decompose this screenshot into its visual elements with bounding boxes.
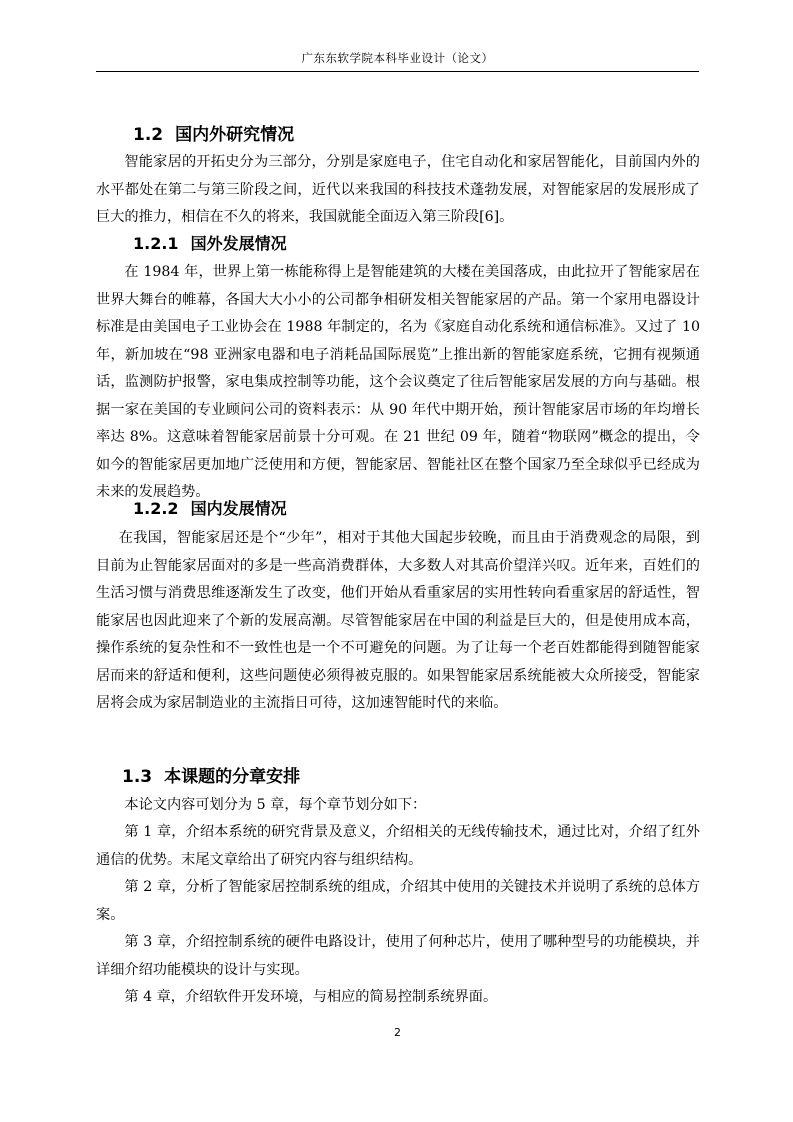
- section-number: 1.2.2: [133, 499, 179, 518]
- section-heading-1-2: [133, 123, 737, 147]
- section-heading-1-3: [122, 765, 726, 789]
- page-number: 2: [394, 1026, 401, 1039]
- paragraph-chapter-1: 第 1 章，介绍本系统的研究背景及意义，介绍相关的无线传输技术，通过比对，介绍了红外通信的优势。末尾文章给出了研究内容与组织结构。: [96, 824, 700, 868]
- section-number: 1.2: [133, 125, 164, 145]
- section-number: 1.2.1: [133, 234, 179, 253]
- paragraph-domestic-development: 在我国，智能家居还是个“少年”，相对于其他大国起步较晚，而且由于消费观念的局限，到目前为止智能家居面对的多是一些高消费群体，大多数人对其高价望洋兴叹。近年来，百姓们的生活习惯与消费思维逐渐发生了改变，他们开始从看重家居的实用性转向看重家居的舒适性，智能家居也因此迎来了个新的发展高潮。尽管智能家居在中国的利益是巨大的，但是使用成本高，操作系统的复杂性和不一致性也是一个不可避免的问题。为了让每一个老百姓都能得到随智能家居而来的舒适和便利，这些问题使必须得被克服的。如果智能家居系统能被大众所接受，智能家居将会成为家居制造业的主流指日可待，这加速智能时代的来临。: [96, 530, 700, 711]
- paragraph-chapter-2: 第 2 章，分析了智能家居控制系统的组成，介绍其中使用的关键技术并说明了系统的总体方案。: [96, 879, 700, 923]
- section-number: 1.3: [122, 767, 153, 787]
- paragraph-chapter-3: 第 3 章，介绍控制系统的硬件电路设计，使用了何种芯片，使用了哪种型号的功能模块，并详细介绍功能模块的设计与实现。: [96, 934, 700, 978]
- section-title: 国内外研究情况: [175, 125, 295, 145]
- section-title: 国外发展情况: [190, 234, 287, 253]
- section-title: 国内发展情况: [190, 499, 287, 518]
- section-title: 本课题的分章安排: [164, 767, 301, 787]
- section-heading-1-2-1: [133, 233, 737, 255]
- section-heading-1-2-2: [133, 498, 737, 520]
- running-header: 广东东软学院本科毕业设计（论文）: [301, 51, 494, 65]
- paragraph-foreign-development: 在 1984 年，世界上第一栋能称得上是智能建筑的大楼在美国落成，由此拉开了智能家居在世界大舞台的帷幕，各国大大小小的公司都争相研发相关智能家居的产品。第一个家用电器设计标准是由美国电子工业协会在 1988 年制定的，名为《家庭自动化系统和通信标准》。又过了 10 年，新加坡在“98 亚洲家电器和电子消耗品国际展览”上推出新的智能家庭系统，它拥有视频通话，监测防护报警，家电集成控制等功能，这个会议奠定了往后智能家居发展的方向与基础。根据一家在美国的专业顾问公司的资料表示：从 90 年代中期开始，预计智能家居市场的年均增长率达 8%。这意味着智能家居前景十分可观。在 21 世纪 09 年，随着“物联网”概念的提出，令如今的智能家居更加地广泛使用和方便，智能家居、智能社区在整个国家乃至全球似乎已经成为未来的发展趋势。: [96, 264, 700, 500]
- paragraph-intro: 智能家居的开拓史分为三部分，分别是家庭电子，住宅自动化和家居智能化，目前国内外的水平都处在第二与第三阶段之间，近代以来我国的科技技术蓬勃发展，对智能家居的发展形成了巨大的推力，相信在不久的将来，我国就能全面迈入第三阶段[6]。: [96, 154, 700, 225]
- paragraph-chapter-intro: 本论文内容可划分为 5 章，每个章节划分如下：: [124, 797, 427, 813]
- paragraph-chapter-4: 第 4 章，介绍软件开发环境，与相应的简易控制系统界面。: [124, 989, 498, 1005]
- header-divider: [96, 71, 699, 72]
